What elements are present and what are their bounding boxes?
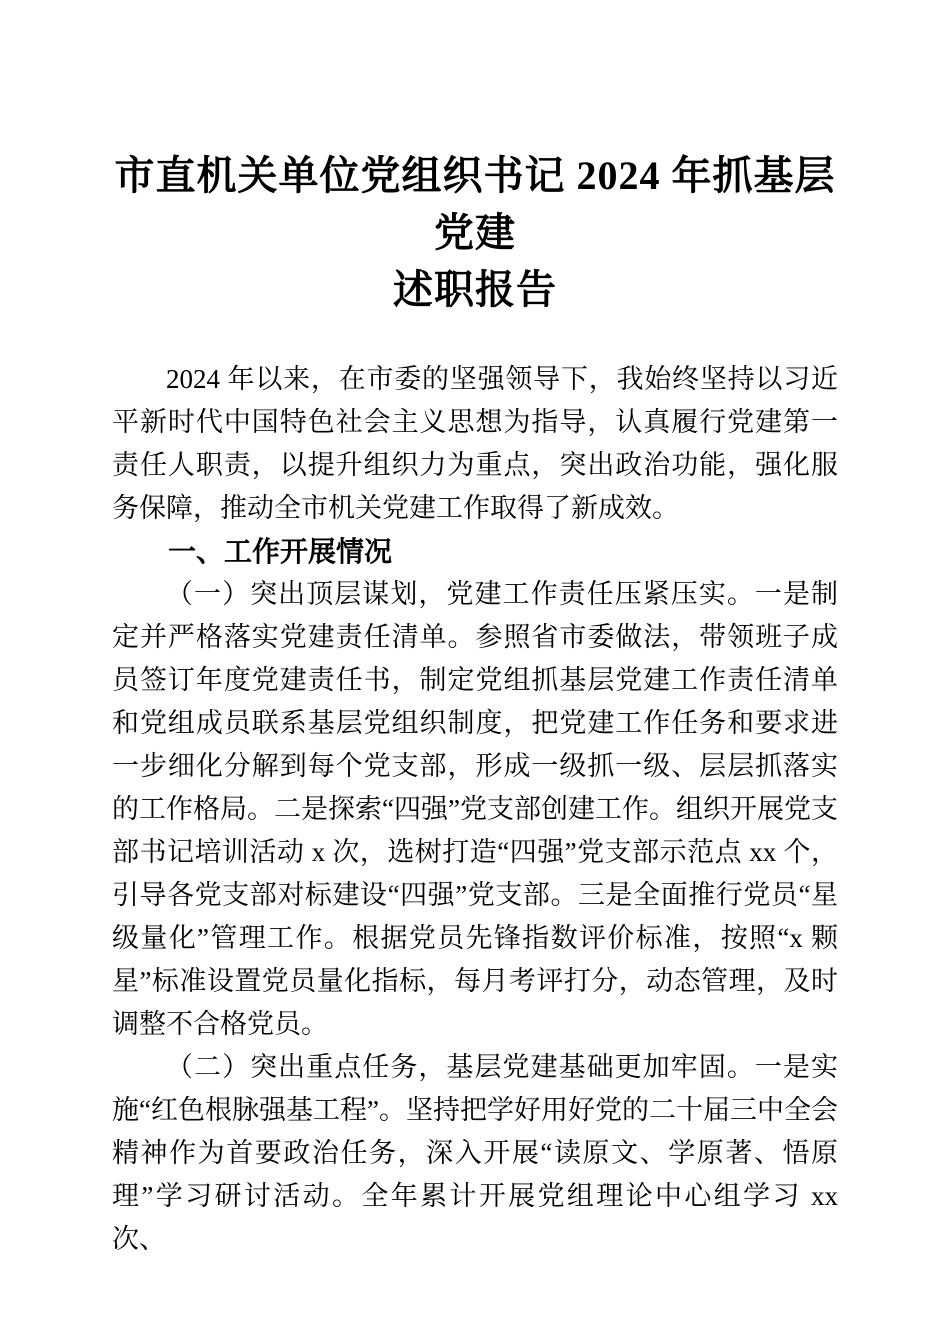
- section-heading-1: 一、工作开展情况: [168, 535, 393, 567]
- document-title-line-1: 市直机关单位党组织书记 2024 年抓基层党建: [114, 152, 836, 255]
- document-content: [0, 27, 950, 1261]
- subsection-paragraph-1: （一）突出顶层谋划，党建工作责任压紧压实。一是制定并严格落实党建责任清单。参照省市委做法，带领班子成员签订年度党建责任书，制定党组抓基层党建工作责任清单和党组成员联系基层党组织制度，把党建工作任务和要求进一步细化分解到每个党支部，形成一级抓一级、层层抓落实的工作格局。二是探索“四强”党支部创建工作。组织开展党支部书记培训活动 x 次，选树打造“四强”党支部示范点 xx 个，引导各党支部对标建设“四强”党支部。三是全面推行党员“星级量化”管理工作。根据党员先锋指数评价标准，按照“x 颗星”标准设置党员量化指标，每月考评打分，动态管理，及时调整不合格党员。: [112, 578, 838, 1039]
- intro-paragraph: 2024 年以来，在市委的坚强领导下，我始终坚持以习近平新时代中国特色社会主义思想为指导，认真履行党建第一责任人职责，以提升组织力为重点，突出政治功能，强化服务保障，推动全市机关党建工作取得了新成效。: [112, 363, 838, 523]
- subsection-paragraph-2: （二）突出重点任务，基层党建基础更加牢固。一是实施“红色根脉强基工程”。坚持把学好用好党的二十届三中全会精神作为首要政治任务，深入开展“读原文、学原著、悟原理”学习研讨活动。全年累计开展党组理论中心组学习 xx 次、: [112, 1051, 838, 1254]
- document-title-line-2: 述职报告: [393, 266, 557, 312]
- document-body: [112, 358, 838, 1261]
- document-title: [112, 27, 838, 318]
